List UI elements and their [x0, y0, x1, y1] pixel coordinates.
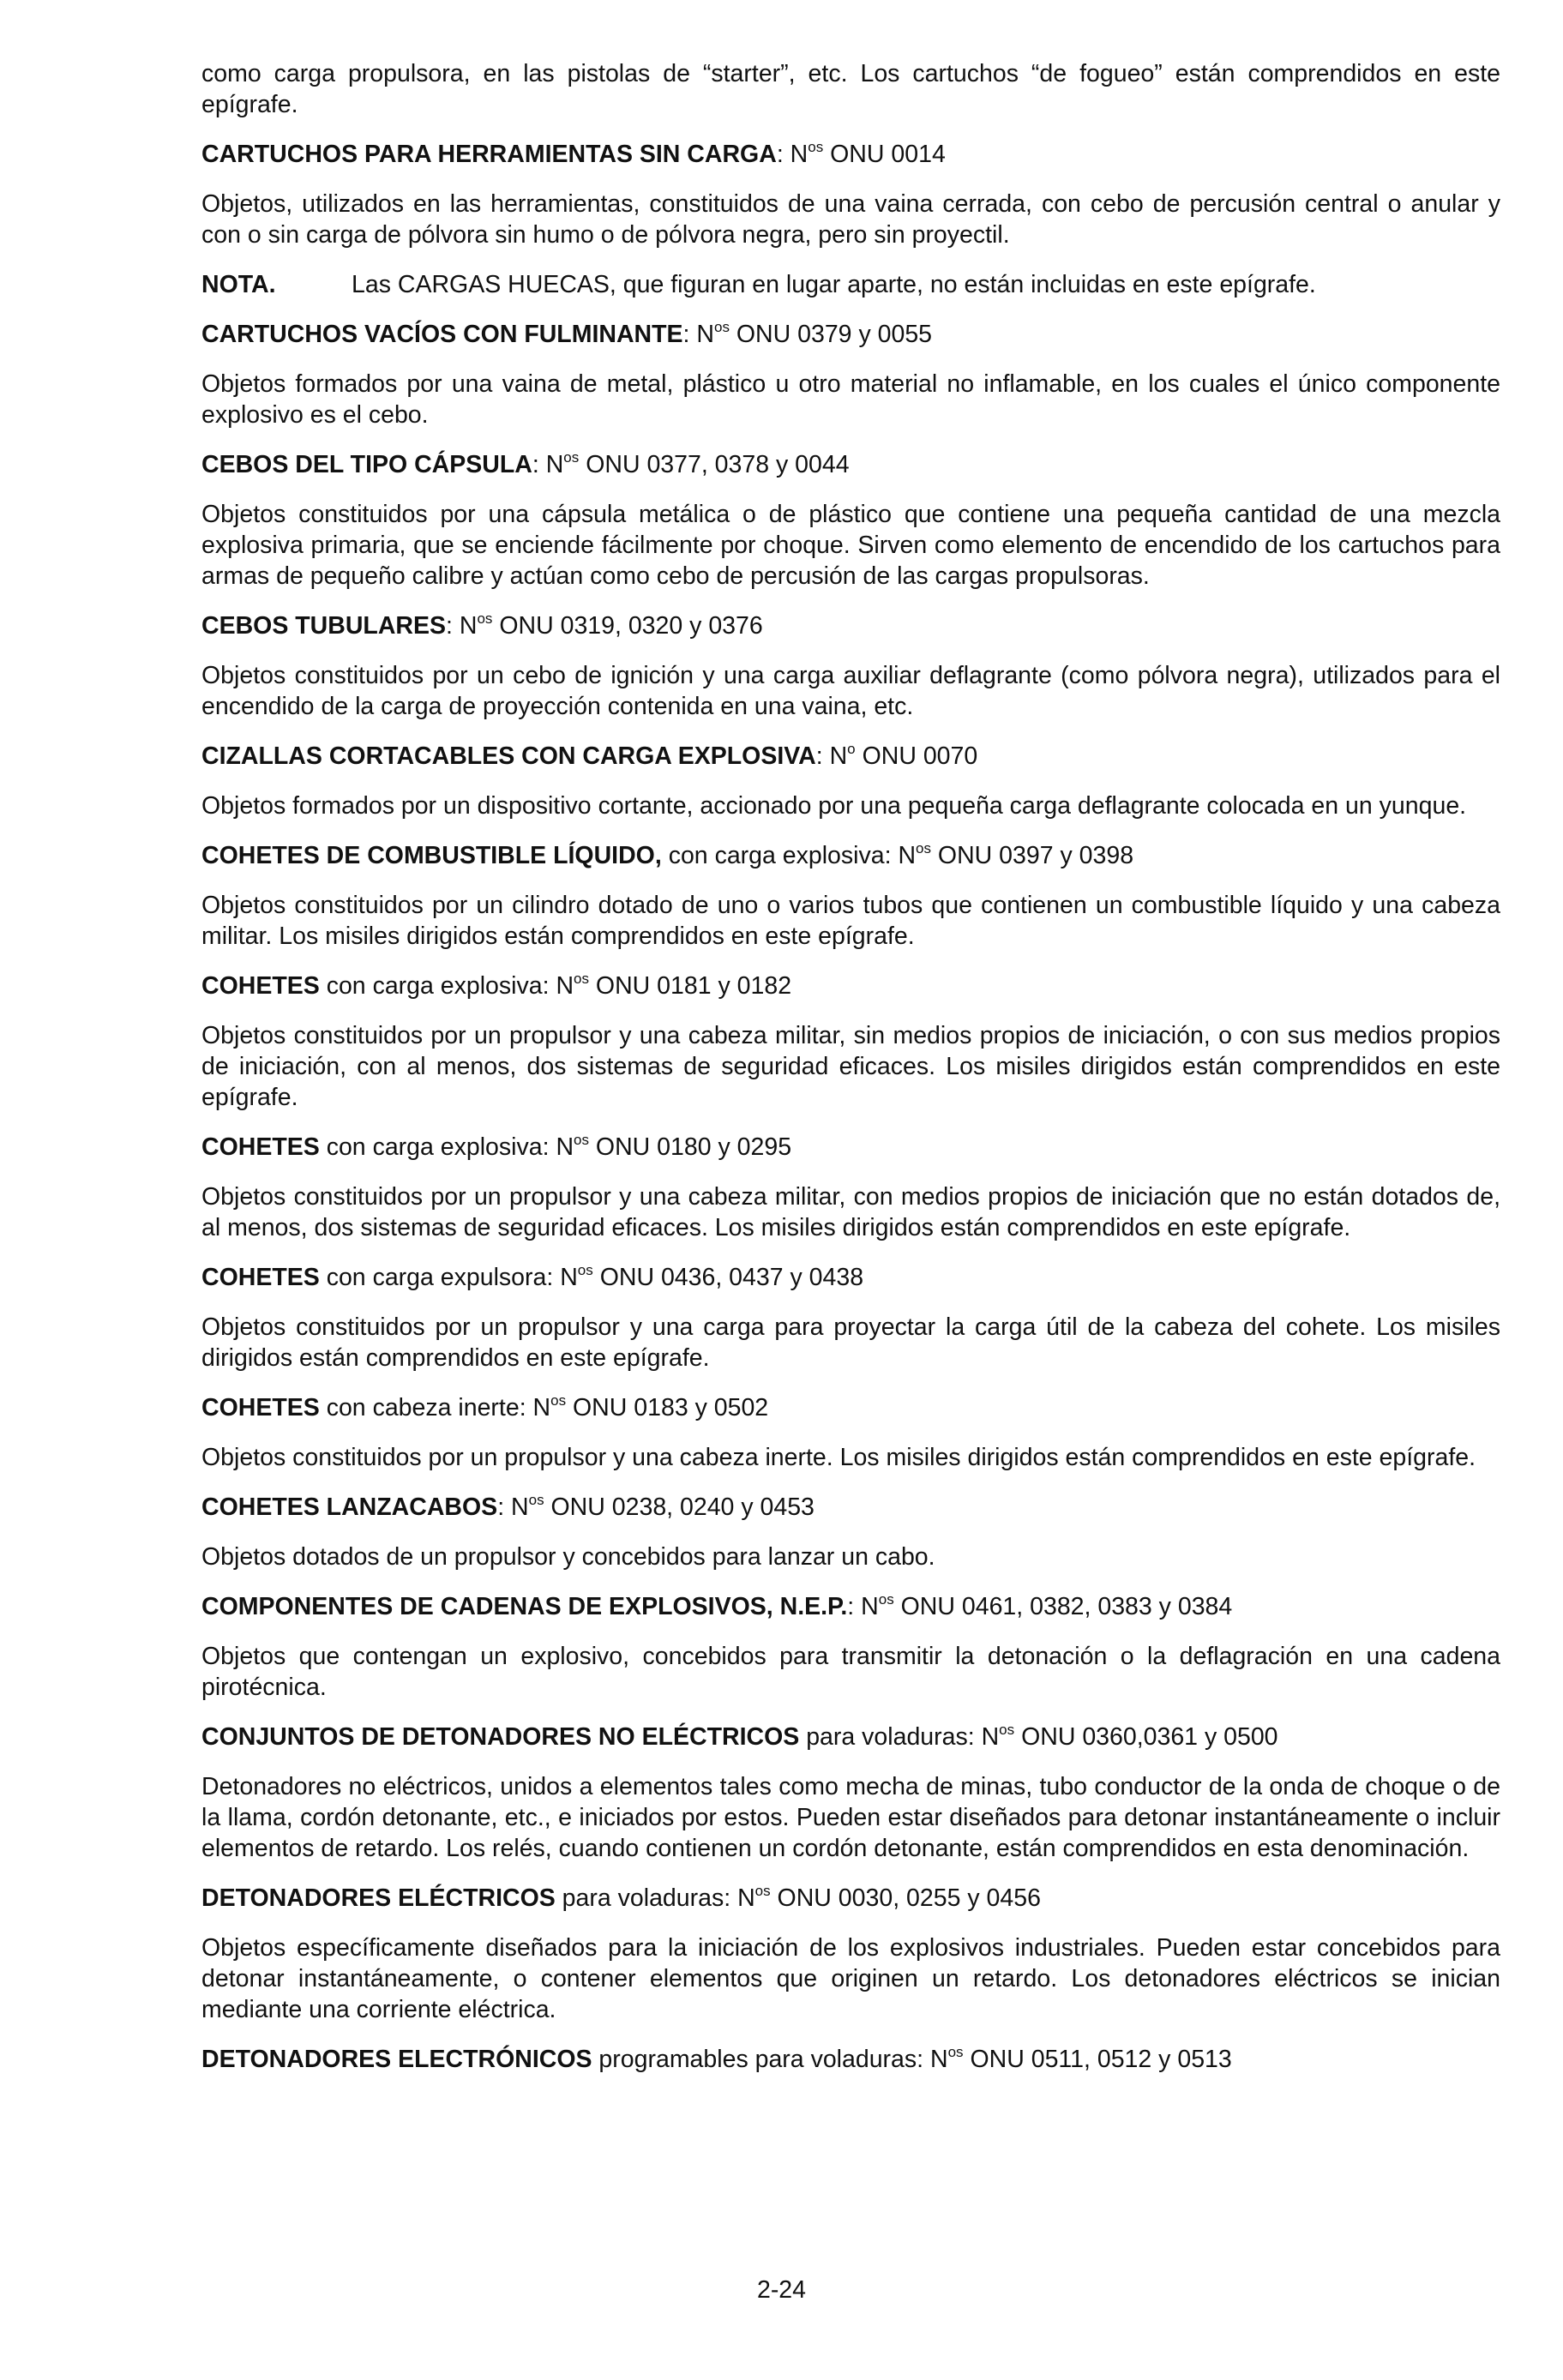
entry-title: CARTUCHOS PARA HERRAMIENTAS SIN CARGA	[201, 141, 777, 168]
entry-number-superscript: os	[574, 970, 589, 987]
entry-separator: :	[776, 141, 784, 168]
entry-separator: :	[815, 742, 823, 770]
entry-description: Objetos constituidos por una cápsula metálica o de plástico que contiene una pequeña cantidad de una mezcla explosiva primaria, que se enciende fácilmente por choque. Sirven como elemento de encendido de los cartuchos para armas de pequeño calibre y actúan como cebo de percusión de las cargas propulsoras.	[201, 501, 1500, 590]
entry-description: Objetos constituidos por un propulsor y una cabeza militar, sin medios propios de iniciación, o con sus medios propios de iniciación, con al menos, dos sistemas de seguridad eficaces. Los misiles dirigidos están comprendidos en este epígrafe.	[201, 1022, 1500, 1111]
entry-title: COHETES	[201, 1133, 320, 1161]
entry-heading	[201, 139, 1500, 170]
entry-separator: :	[724, 1884, 731, 1912]
entry-separator: :	[497, 1494, 505, 1521]
entry-description: Detonadores no eléctricos, unidos a elementos tales como mecha de minas, tubo conductor de la onda de choque o de la llama, cordón detonante, etc., e iniciados por estos. Pueden estar diseñados para detonar instantáneamente o incluir elementos de retardo. Los relés, cuando contienen un cordón detonante, están comprendidos en esta denominación.	[201, 1773, 1500, 1862]
entry-un-numbers: ONU 0436, 0437 y 0438	[599, 1264, 864, 1291]
entry-number-prefix: N	[459, 612, 478, 640]
entry-number-superscript: os	[808, 138, 824, 155]
entry-number-superscript: os	[878, 1590, 894, 1608]
entry-number-superscript: os	[574, 1131, 589, 1148]
entry-title-rest: con carga explosiva	[319, 972, 543, 1000]
entry-separator: :	[967, 1723, 975, 1751]
entry-heading	[201, 1132, 1500, 1163]
entry-un-numbers: ONU 0379 y 0055	[736, 321, 933, 348]
entry-number-prefix: N	[511, 1494, 529, 1521]
entry-title: CONJUNTOS DE DETONADORES NO ELÉCTRICOS	[201, 1723, 800, 1751]
entry-description: Objetos constituidos por un cilindro dotado de uno o varios tubos que contienen un combustible líquido y una cabeza militar. Los misiles dirigidos están comprendidos en este epígrafe.	[201, 892, 1500, 950]
entry-title: DETONADORES ELECTRÓNICOS	[201, 2046, 592, 2073]
entry-heading	[201, 319, 1500, 350]
entry-description: Objetos formados por una vaina de metal, plástico u otro material no inflamable, en los cuales el único componente explosivo es el cebo.	[201, 370, 1500, 429]
entry-number-prefix: N	[790, 141, 809, 168]
entry-title: COHETES	[201, 1394, 320, 1421]
entry-number-prefix: N	[930, 2046, 948, 2073]
entry-title: CEBOS TUBULARES	[201, 612, 447, 640]
entry-number-prefix: N	[545, 451, 564, 478]
entry-description: Objetos formados por un dispositivo cortante, accionado por una pequeña carga deflagrante colocada en un yunque.	[201, 792, 1467, 820]
entry-separator: :	[542, 972, 550, 1000]
entry-number-superscript: o	[847, 740, 856, 757]
entry-separator: :	[542, 1133, 550, 1161]
entry-number-prefix: N	[556, 1133, 574, 1161]
nota-block	[201, 269, 1500, 300]
entries-list	[201, 139, 1500, 2075]
entry-heading	[201, 840, 1500, 871]
entry-heading	[201, 1722, 1500, 1752]
document-page	[201, 58, 1500, 2094]
entry-separator: :	[682, 321, 690, 348]
entry-heading	[201, 741, 1500, 772]
entry-number-prefix: N	[981, 1723, 1000, 1751]
entry-heading	[201, 1262, 1500, 1293]
entry-separator: :	[532, 451, 539, 478]
entry-un-numbers: ONU 0183 y 0502	[573, 1394, 769, 1421]
entry-separator: :	[446, 612, 453, 640]
entry-number-prefix: N	[829, 742, 848, 770]
entry-description: Objetos que contengan un explosivo, concebidos para transmitir la detonación o la deflagración en una cadena pirotécnica.	[201, 1643, 1500, 1701]
entry-title-rest: con carga expulsora	[319, 1264, 547, 1291]
entry-heading	[201, 449, 1500, 480]
entry-description: Objetos dotados de un propulsor y concebidos para lanzar un cabo.	[201, 1543, 935, 1571]
entry-un-numbers: ONU 0461, 0382, 0383 y 0384	[900, 1593, 1233, 1620]
entry-title-rest: para voladuras	[555, 1884, 724, 1912]
entry-un-numbers: ONU 0360,0361 y 0500	[1021, 1723, 1278, 1751]
entry-un-numbers: ONU 0238, 0240 y 0453	[550, 1494, 815, 1521]
entry-title-rest: con carga explosiva	[319, 1133, 543, 1161]
entry-title: CARTUCHOS VACÍOS CON FULMINANTE	[201, 321, 683, 348]
entry-title: COHETES DE COMBUSTIBLE LÍQUIDO,	[201, 842, 662, 869]
entry-number-superscript: os	[577, 1261, 593, 1278]
entry-number-superscript: os	[477, 610, 493, 627]
entry-separator: :	[884, 842, 892, 869]
entry-title-rest: con cabeza inerte	[319, 1394, 520, 1421]
entry-number-prefix: N	[861, 1593, 879, 1620]
entry-number-superscript: os	[999, 1721, 1015, 1738]
entry-description: Objetos constituidos por un propulsor y una carga para proyectar la carga útil de la cabeza del cohete. Los misiles dirigidos están comprendidos en este epígrafe.	[201, 1313, 1500, 1372]
entry-title: CIZALLAS CORTACABLES CON CARGA EXPLOSIVA	[201, 742, 816, 770]
entry-heading	[201, 971, 1500, 1001]
entry-heading	[201, 1883, 1500, 1914]
entry-title-rest: para voladuras	[799, 1723, 968, 1751]
entry-heading	[201, 1591, 1500, 1622]
entry-number-superscript: os	[528, 1491, 544, 1508]
entry-number-prefix: N	[560, 1264, 578, 1291]
entry-un-numbers: ONU 0319, 0320 y 0376	[499, 612, 763, 640]
entry-heading	[201, 2044, 1500, 2075]
entry-title: COMPONENTES DE CADENAS DE EXPLOSIVOS, N.E.P.	[201, 1593, 848, 1620]
entry-title: COHETES	[201, 1264, 320, 1291]
entry-separator: :	[847, 1593, 855, 1620]
entry-description: Objetos constituidos por un propulsor y una cabeza militar, con medios propios de iniciación que no están dotados de, al menos, dos sistemas de seguridad eficaces. Los misiles dirigidos están comprendidos en este epígrafe.	[201, 1183, 1500, 1241]
entry-number-prefix: N	[737, 1884, 755, 1912]
entry-heading	[201, 1392, 1500, 1423]
entry-number-superscript: os	[550, 1391, 567, 1409]
entry-un-numbers: ONU 0511, 0512 y 0513	[970, 2046, 1232, 2073]
entry-number-superscript: os	[916, 839, 931, 856]
entry-description: Objetos, utilizados en las herramientas, constituidos de una vaina cerrada, con cebo de percusión central o anular y con o sin carga de pólvora sin humo o de pólvora negra, pero sin proyectil.	[201, 190, 1500, 249]
entry-number-superscript: os	[947, 2043, 964, 2060]
entry-description: Objetos constituidos por un cebo de ignición y una carga auxiliar deflagrante (como pólvora negra), utilizados para el encendido de la carga de proyección contenida en una vaina, etc.	[201, 662, 1500, 720]
nota-text: Las CARGAS HUECAS, que figuran en lugar aparte, no están incluidas en este epígrafe.	[352, 271, 1316, 298]
entry-title: DETONADORES ELÉCTRICOS	[201, 1884, 556, 1912]
entry-heading	[201, 610, 1500, 641]
entry-number-prefix: N	[898, 842, 917, 869]
entry-separator: :	[519, 1394, 526, 1421]
entry-title-rest: con carga explosiva	[661, 842, 885, 869]
entry-un-numbers: ONU 0030, 0255 y 0456	[777, 1884, 1041, 1912]
entry-un-numbers: ONU 0014	[830, 141, 946, 168]
entry-description: Objetos específicamente diseñados para la iniciación de los explosivos industriales. Pueden estar concebidos para detonar instantáneamente, o contener elementos que originen un retardo. Los detonadores eléctricos se inician mediante una corriente eléctrica.	[201, 1934, 1500, 2023]
entry-title: CEBOS DEL TIPO CÁPSULA	[201, 451, 532, 478]
entry-number-superscript: os	[563, 448, 580, 466]
entry-separator: :	[546, 1264, 554, 1291]
entry-number-prefix: N	[696, 321, 714, 348]
entry-un-numbers: ONU 0377, 0378 y 0044	[586, 451, 850, 478]
page-number: 2-24	[756, 2276, 807, 2304]
entry-title: COHETES	[201, 972, 320, 1000]
entry-heading	[201, 1492, 1500, 1523]
entry-separator: :	[917, 2046, 924, 2073]
entry-un-numbers: ONU 0397 y 0398	[937, 842, 1134, 869]
entry-number-superscript: os	[713, 318, 730, 335]
entry-number-prefix: N	[532, 1394, 551, 1421]
entry-number-superscript: os	[754, 1882, 771, 1899]
entry-un-numbers: ONU 0070	[862, 742, 978, 770]
entry-title-rest: programables para voladuras	[592, 2046, 917, 2073]
entry-description: Objetos constituidos por un propulsor y una cabeza inerte. Los misiles dirigidos están comprendidos en este epígrafe.	[201, 1444, 1476, 1471]
entry-number-prefix: N	[556, 972, 574, 1000]
nota-label: NOTA.	[201, 271, 276, 298]
intro-paragraph: como carga propulsora, en las pistolas de “starter”, etc. Los cartuchos “de fogueo” están comprendidos en este epígrafe.	[201, 60, 1500, 118]
entry-un-numbers: ONU 0181 y 0182	[595, 972, 792, 1000]
entry-title: COHETES LANZACABOS	[201, 1494, 498, 1521]
entry-un-numbers: ONU 0180 y 0295	[595, 1133, 792, 1161]
